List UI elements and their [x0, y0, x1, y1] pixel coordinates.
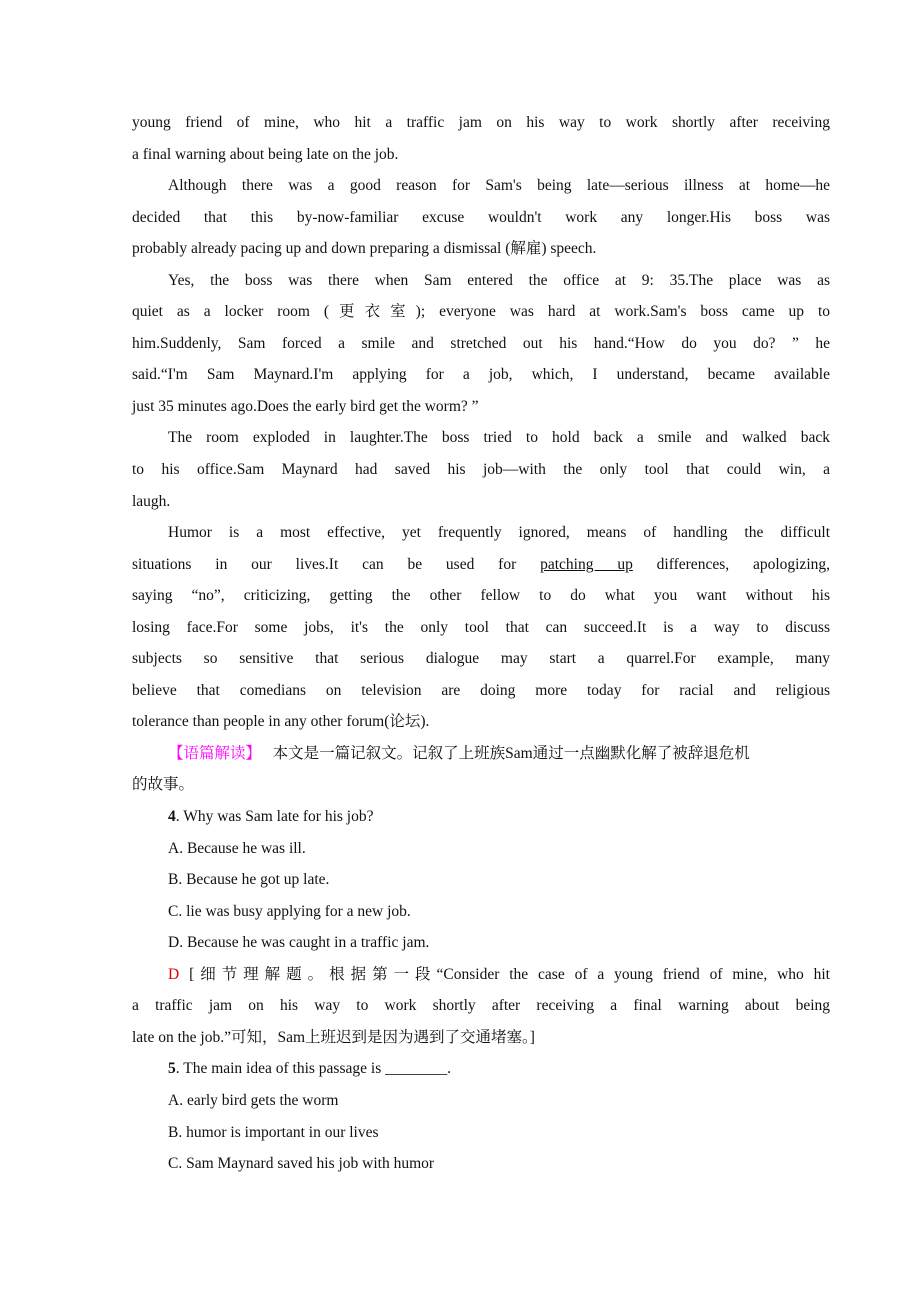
text-segment: young friend of mine, who hit a traffic jam on his way to work shortly after receiving: [132, 114, 830, 131]
text-line: [132, 1022, 830, 1054]
text-segment: probably already pacing up and down preparing a dismissal (解雇) speech.: [132, 240, 597, 258]
text-line: [132, 864, 830, 896]
text-segment: tolerance than people in any other forum(论坛).: [132, 713, 430, 731]
text-segment: him.Suddenly, Sam forced a smile and stretched out his hand.“How do you do? ” he: [132, 334, 830, 352]
text-segment: The room exploded in laughter.The boss tried to hold back a smile and walked back: [168, 429, 830, 447]
text-line: [132, 296, 830, 328]
text-segment: [细节理解题。根据第一段“Consider the case of a young friend of mine, who hit: [179, 965, 830, 983]
text-segment: laugh.: [132, 492, 171, 510]
text-segment: to his office.Sam Maynard had saved his job—with the only tool that could win, a: [132, 461, 830, 479]
text-segment: subjects so sensitive that serious dialogue may start a quarrel.For example, many: [132, 650, 830, 668]
text-line: [132, 549, 830, 581]
text-line: [132, 391, 830, 423]
text-segment: 4: [168, 808, 176, 826]
underlined-phrase: patching up: [540, 555, 633, 573]
text-segment: quiet as a locker room (更衣室); everyone was hard at work.Sam's boss came up to: [132, 303, 830, 321]
text-segment: Humor is a most effective, yet frequently ignored, means of handling the difficult: [168, 524, 830, 542]
text-segment: 5: [168, 1060, 176, 1078]
text-segment: . The main idea of this passage is ________.: [175, 1060, 451, 1078]
text-line: [132, 517, 830, 549]
text-line: [132, 328, 830, 360]
text-segment: A. Because he was ill.: [168, 839, 306, 857]
text-line: [132, 202, 830, 234]
text-segment: believe that comedians on television are doing more today for racial and religious: [132, 681, 830, 699]
text-line: [132, 1148, 830, 1180]
text-segment: B. humor is important in our lives: [168, 1123, 379, 1141]
text-line: [132, 769, 830, 801]
text-line: [132, 706, 830, 738]
text-segment: just 35 minutes ago.Does the early bird get the worm? ”: [132, 397, 479, 415]
text-line: [132, 1117, 830, 1149]
text-segment: losing face.For some jobs, it's the only tool that can succeed.It is a way to discuss: [132, 618, 830, 636]
text-segment: a traffic jam on his way to work shortly after receiving a final warning about being: [132, 997, 830, 1015]
text-line: [132, 1053, 830, 1085]
text-segment: B. Because he got up late.: [168, 871, 330, 889]
text-line: [132, 265, 830, 297]
text-line: [132, 896, 830, 928]
text-segment: differences, apologizing,: [632, 555, 830, 573]
text-segment: situations in our lives.It can be used for: [132, 555, 541, 573]
text-line: [132, 139, 830, 171]
text-line: [132, 833, 830, 865]
text-line: [132, 580, 830, 612]
text-line: [132, 107, 830, 139]
text-line: [132, 170, 830, 202]
text-line: [132, 612, 830, 644]
text-segment: said.“I'm Sam Maynard.I'm applying for a job, which, I understand, became available: [132, 366, 830, 384]
text-line: [132, 454, 830, 486]
text-line: [132, 643, 830, 675]
text-segment: a final warning about being late on the job.: [132, 145, 399, 163]
document-body: [132, 107, 830, 1180]
text-segment: A. early bird gets the worm: [168, 1091, 339, 1109]
text-line: [132, 927, 830, 959]
text-segment: decided that this by-now-familiar excuse wouldn't work any longer.His boss was: [132, 208, 830, 226]
text-segment: C. Sam Maynard saved his job with humor: [168, 1155, 435, 1173]
text-line: [132, 990, 830, 1022]
text-line: [132, 422, 830, 454]
text-line: [132, 486, 830, 518]
text-segment: 的故事。: [132, 776, 195, 794]
text-segment: late on the job.”可知，Sam上班迟到是因为遇到了交通堵塞。]: [132, 1028, 535, 1046]
text-segment: Yes, the boss was there when Sam entered the office at 9: 35.The place was as: [168, 271, 830, 289]
text-line: [132, 1085, 830, 1117]
answer-letter: D: [168, 965, 180, 983]
text-segment: 本文是一篇记叙文。记叙了上班族Sam通过一点幽默化解了被辞退危机: [253, 744, 750, 762]
text-segment: Although there was a good reason for Sam's being late—serious illness at home—he: [168, 177, 830, 195]
text-segment: saying “no”, criticizing, getting the other fellow to do what you want without his: [132, 587, 830, 605]
text-line: [132, 738, 830, 770]
text-segment: . Why was Sam late for his job?: [175, 808, 374, 826]
text-segment: C. lie was busy applying for a new job.: [168, 902, 411, 920]
text-line: [132, 359, 830, 391]
text-line: [132, 233, 830, 265]
text-line: [132, 959, 830, 991]
section-label: 【语篇解读】: [168, 744, 254, 762]
text-line: [132, 675, 830, 707]
text-segment: D. Because he was caught in a traffic jam.: [168, 934, 430, 952]
text-line: [132, 801, 830, 833]
